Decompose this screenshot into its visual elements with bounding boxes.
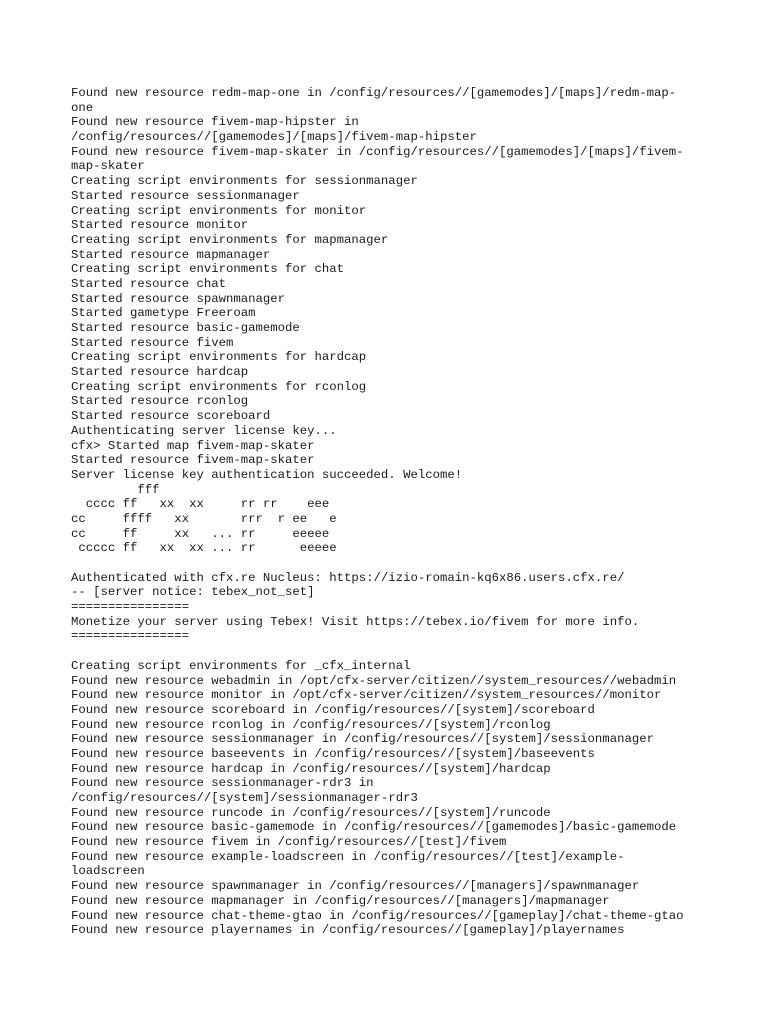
log-line: Creating script environments for chat [71,262,345,277]
log-line: Started resource fivem [71,335,234,350]
log-line: Found new resource sessionmanager in /config/resources//[system]/sessionmanager [71,732,654,747]
log-line: Started resource fivem-map-skater [71,453,315,468]
log-line: Found new resource playernames in /config/resources//[gameplay]/playernames [71,923,625,938]
log-line: Started resource spawnmanager [71,291,286,306]
log-line: Started resource chat [71,276,226,291]
log-line: Creating script environments for mapmanager [71,232,389,247]
log-line: Found new resource webadmin in /opt/cfx-server/citizen//system_resources//webadmin [71,673,677,688]
log-line: Found new resource fivem in /config/resources//[test]/fivem [71,835,507,850]
log-line: Found new resource runcode in /config/resources//[system]/runcode [71,805,551,820]
log-line: Creating script environments for hardcap [71,350,367,365]
log-line: /config/resources//[system]/sessionmanager-rdr3 [71,791,418,805]
log-line: Found new resource hardcap in /config/resources//[system]/hardcap [71,761,551,776]
log-line: cfx> Started map fivem-map-skater [71,438,315,453]
log-line: Creating script environments for rconlog [71,379,367,394]
log-line: loadscreen [71,864,145,879]
log-line: Found new resource spawnmanager in /config/resources//[managers]/spawnmanager [71,879,640,894]
log-line: Creating script environments for monitor [71,203,367,218]
log-line: one [71,100,94,115]
log-line: Found new resource baseevents in /config/resources//[system]/baseevents [71,746,595,761]
log-line: Authenticated with cfx.re Nucleus: https://izio-romain-kq6x86.users.cfx.re/ [71,570,625,585]
log-line: cc ffff xx rrr r ee e [71,511,337,526]
log-line: Found new resource mapmanager in /config/resources//[managers]/mapmanager [71,893,610,908]
log-line: ================ [71,600,190,615]
log-line: Creating script environments for _cfx_internal [71,658,411,673]
log-line: Started resource mapmanager [71,247,271,262]
log-line: cccc ff xx xx rr rr eee [71,497,330,512]
log-line: ================ [71,629,190,644]
log-line: Started resource monitor [71,218,249,233]
log-line: ccccc ff xx xx ... rr eeeee [71,541,337,556]
log-line: Started resource basic-gamemode [71,321,300,335]
log-line: Found new resource sessionmanager-rdr3 in [71,776,374,791]
log-line: cc ff xx ... rr eeeee [71,526,330,541]
log-line [71,556,731,571]
log-line: Started gametype Freeroam [71,306,256,321]
log-line: /config/resources//[gamemodes]/[maps]/fivem-map-hipster [71,130,477,145]
log-line: Started resource scoreboard [71,409,271,424]
log-line: Started resource hardcap [71,365,249,380]
log-line: Found new resource basic-gamemode in /config/resources//[gamemodes]/basic-gamemode [71,820,677,835]
log-line: map-skater [71,159,145,174]
log-line: Server license key authentication succeeded. Welcome! [71,467,463,482]
log-line: Found new resource example-loadscreen in /config/resources//[test]/example- [71,849,625,864]
console-log [71,86,731,938]
log-line: Authenticating server license key... [71,423,337,438]
log-line: Found new resource fivem-map-hipster in [71,115,359,130]
log-line: Started resource sessionmanager [71,188,300,203]
log-line: Found new resource monitor in /opt/cfx-server/citizen//system_resources//monitor [71,688,662,703]
log-line: Found new resource scoreboard in /config/resources//[system]/scoreboard [71,702,595,717]
log-line [71,644,731,659]
log-line: Found new resource rconlog in /config/resources//[system]/rconlog [71,717,551,732]
log-line: Monetize your server using Tebex! Visit https://tebex.io/fivem for more info. [71,614,640,629]
log-line: Started resource rconlog [71,394,249,409]
log-line: Found new resource fivem-map-skater in /config/resources//[gamemodes]/[maps]/fivem- [71,144,684,159]
log-line: Creating script environments for sessionmanager [71,174,418,189]
log-line: Found new resource chat-theme-gtao in /config/resources//[gameplay]/chat-theme-gtao [71,908,684,923]
log-line: Found new resource redm-map-one in /config/resources//[gamemodes]/[maps]/redm-map- [71,86,677,100]
log-line: -- [server notice: tebex_not_set] [71,585,315,600]
log-line: fff [71,482,160,497]
